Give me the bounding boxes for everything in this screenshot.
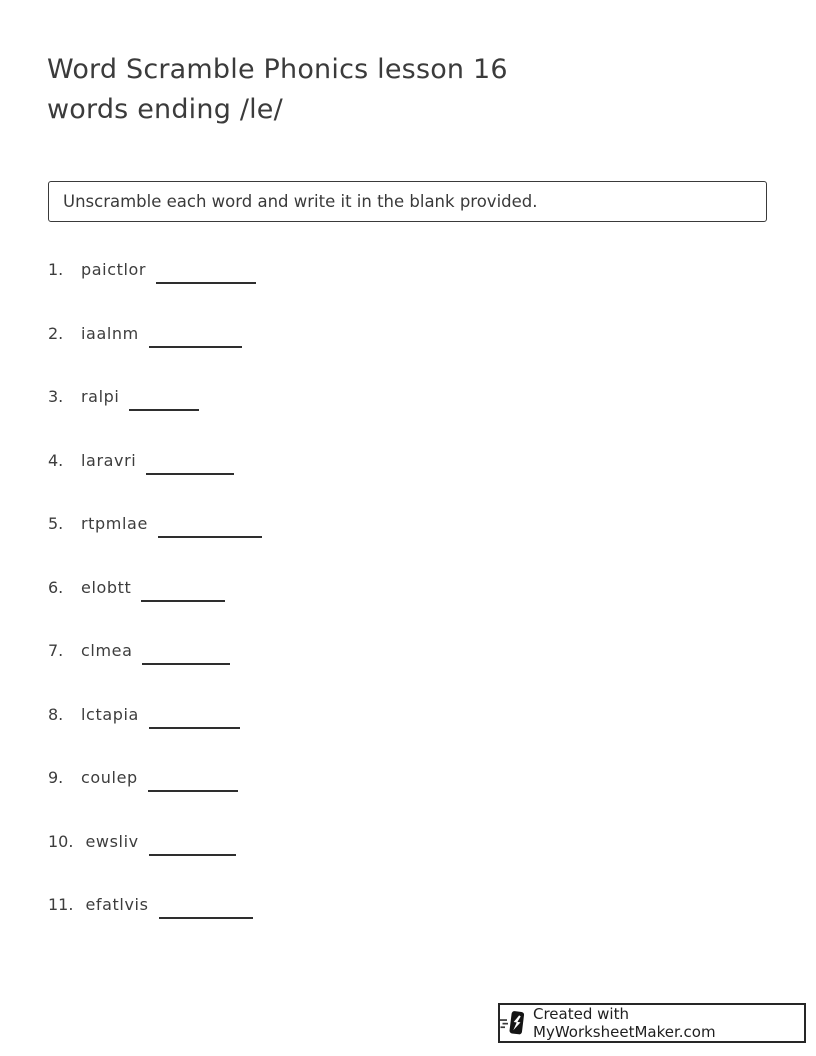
title-line-1: Word Scramble Phonics lesson 16 <box>47 54 508 85</box>
scramble-list <box>48 259 262 958</box>
scramble-item <box>48 640 262 704</box>
scrambled-word: ewsliv <box>85 831 139 851</box>
credit-text: Created with MyWorksheetMaker.com <box>533 1005 716 1041</box>
item-number: 11. <box>48 895 74 914</box>
scramble-item <box>48 894 262 958</box>
answer-blank <box>141 577 225 602</box>
item-number: 9. <box>48 768 64 787</box>
answer-blank <box>146 450 234 475</box>
scrambled-word: coulep <box>81 768 138 787</box>
item-number: 6. <box>48 577 64 597</box>
scrambled-word: rtpmlae <box>81 514 148 533</box>
item-number: 3. <box>48 387 64 406</box>
scrambled-word: efatlvis <box>85 895 149 914</box>
item-number: 7. <box>48 641 64 660</box>
scramble-item <box>48 704 262 768</box>
answer-blank <box>149 323 242 348</box>
answer-blank <box>156 259 256 284</box>
scrambled-word: ralpi <box>81 387 120 406</box>
item-number: 10. <box>48 831 74 851</box>
answer-blank <box>149 831 236 856</box>
item-number: 5. <box>48 514 64 533</box>
scrambled-word: paictlor <box>81 260 147 279</box>
answer-blank <box>148 767 238 792</box>
scramble-item <box>48 831 262 895</box>
scramble-item <box>48 577 262 641</box>
answer-blank <box>149 704 240 729</box>
title-line-2: words ending /le/ <box>47 94 283 125</box>
item-number: 8. <box>48 704 64 724</box>
instructions-text: Unscramble each word and write it in the blank provided. <box>63 192 538 211</box>
scramble-item <box>48 513 262 577</box>
answer-blank <box>129 386 199 411</box>
scrambled-word: elobtt <box>81 577 132 597</box>
answer-blank <box>159 894 253 919</box>
answer-blank <box>158 513 262 538</box>
scramble-item <box>48 386 262 450</box>
scrambled-word: iaalnm <box>81 323 139 343</box>
scramble-item <box>48 259 262 323</box>
scrambled-word: laravri <box>81 450 137 470</box>
scrambled-word: lctapia <box>81 704 139 724</box>
item-number: 4. <box>48 450 64 470</box>
answer-blank <box>142 640 230 665</box>
worksheet-title <box>47 50 508 130</box>
scramble-item <box>48 450 262 514</box>
scramble-item <box>48 323 262 387</box>
item-number: 2. <box>48 323 64 343</box>
item-number: 1. <box>48 260 64 279</box>
scramble-item <box>48 767 262 831</box>
credit-badge <box>498 1003 806 1043</box>
scrambled-word: clmea <box>81 641 133 660</box>
instructions-box <box>48 181 767 222</box>
worksheet-maker-flying-book-icon <box>500 1010 526 1036</box>
